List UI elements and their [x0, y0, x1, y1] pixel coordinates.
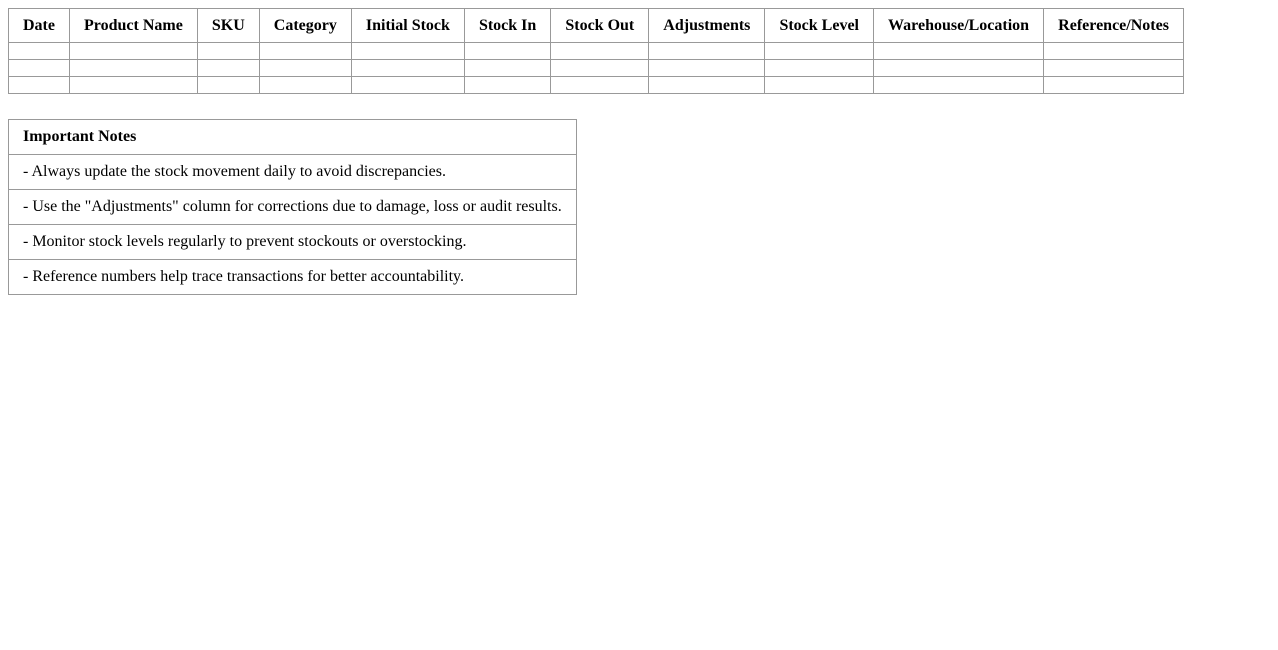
table-cell[interactable] — [1044, 77, 1184, 94]
table-cell[interactable] — [351, 43, 464, 60]
table-cell[interactable] — [259, 60, 351, 77]
column-header-category: Category — [259, 9, 351, 43]
note-item: - Always update the stock movement daily to avoid discrepancies. — [9, 155, 577, 190]
column-header-sku: SKU — [197, 9, 259, 43]
table-cell[interactable] — [551, 77, 649, 94]
table-header-row — [9, 9, 1184, 43]
table-cell[interactable] — [9, 60, 70, 77]
table-cell[interactable] — [551, 43, 649, 60]
table-cell[interactable] — [874, 77, 1044, 94]
table-cell[interactable] — [70, 43, 198, 60]
table-cell[interactable] — [765, 77, 874, 94]
stock-movement-table — [8, 8, 1184, 94]
table-cell[interactable] — [70, 60, 198, 77]
important-notes-table — [8, 119, 577, 295]
column-header-adjustments: Adjustments — [649, 9, 765, 43]
column-header-initial-stock: Initial Stock — [351, 9, 464, 43]
table-cell[interactable] — [197, 43, 259, 60]
table-row — [9, 43, 1184, 60]
table-cell[interactable] — [649, 43, 765, 60]
table-cell[interactable] — [464, 77, 550, 94]
notes-row — [9, 155, 577, 190]
column-header-stock-out: Stock Out — [551, 9, 649, 43]
table-cell[interactable] — [197, 77, 259, 94]
notes-row — [9, 190, 577, 225]
notes-row — [9, 260, 577, 295]
table-cell[interactable] — [551, 60, 649, 77]
column-header-reference-notes: Reference/Notes — [1044, 9, 1184, 43]
table-cell[interactable] — [351, 77, 464, 94]
column-header-stock-in: Stock In — [464, 9, 550, 43]
table-cell[interactable] — [9, 77, 70, 94]
notes-header-row — [9, 120, 577, 155]
table-cell[interactable] — [874, 60, 1044, 77]
table-cell[interactable] — [649, 77, 765, 94]
table-cell[interactable] — [70, 77, 198, 94]
notes-title: Important Notes — [9, 120, 577, 155]
table-cell[interactable] — [874, 43, 1044, 60]
table-row — [9, 60, 1184, 77]
column-header-stock-level: Stock Level — [765, 9, 874, 43]
table-cell[interactable] — [197, 60, 259, 77]
table-cell[interactable] — [765, 60, 874, 77]
table-cell[interactable] — [464, 43, 550, 60]
note-item: - Monitor stock levels regularly to prevent stockouts or overstocking. — [9, 225, 577, 260]
table-cell[interactable] — [649, 60, 765, 77]
table-cell[interactable] — [1044, 43, 1184, 60]
table-row — [9, 77, 1184, 94]
notes-row — [9, 225, 577, 260]
table-cell[interactable] — [9, 43, 70, 60]
column-header-product-name: Product Name — [70, 9, 198, 43]
table-cell[interactable] — [259, 43, 351, 60]
table-cell[interactable] — [464, 60, 550, 77]
note-item: - Use the "Adjustments" column for corrections due to damage, loss or audit results. — [9, 190, 577, 225]
column-header-warehouse-location: Warehouse/Location — [874, 9, 1044, 43]
note-item: - Reference numbers help trace transactions for better accountability. — [9, 260, 577, 295]
table-cell[interactable] — [765, 43, 874, 60]
table-cell[interactable] — [1044, 60, 1184, 77]
table-cell[interactable] — [259, 77, 351, 94]
column-header-date: Date — [9, 9, 70, 43]
table-cell[interactable] — [351, 60, 464, 77]
